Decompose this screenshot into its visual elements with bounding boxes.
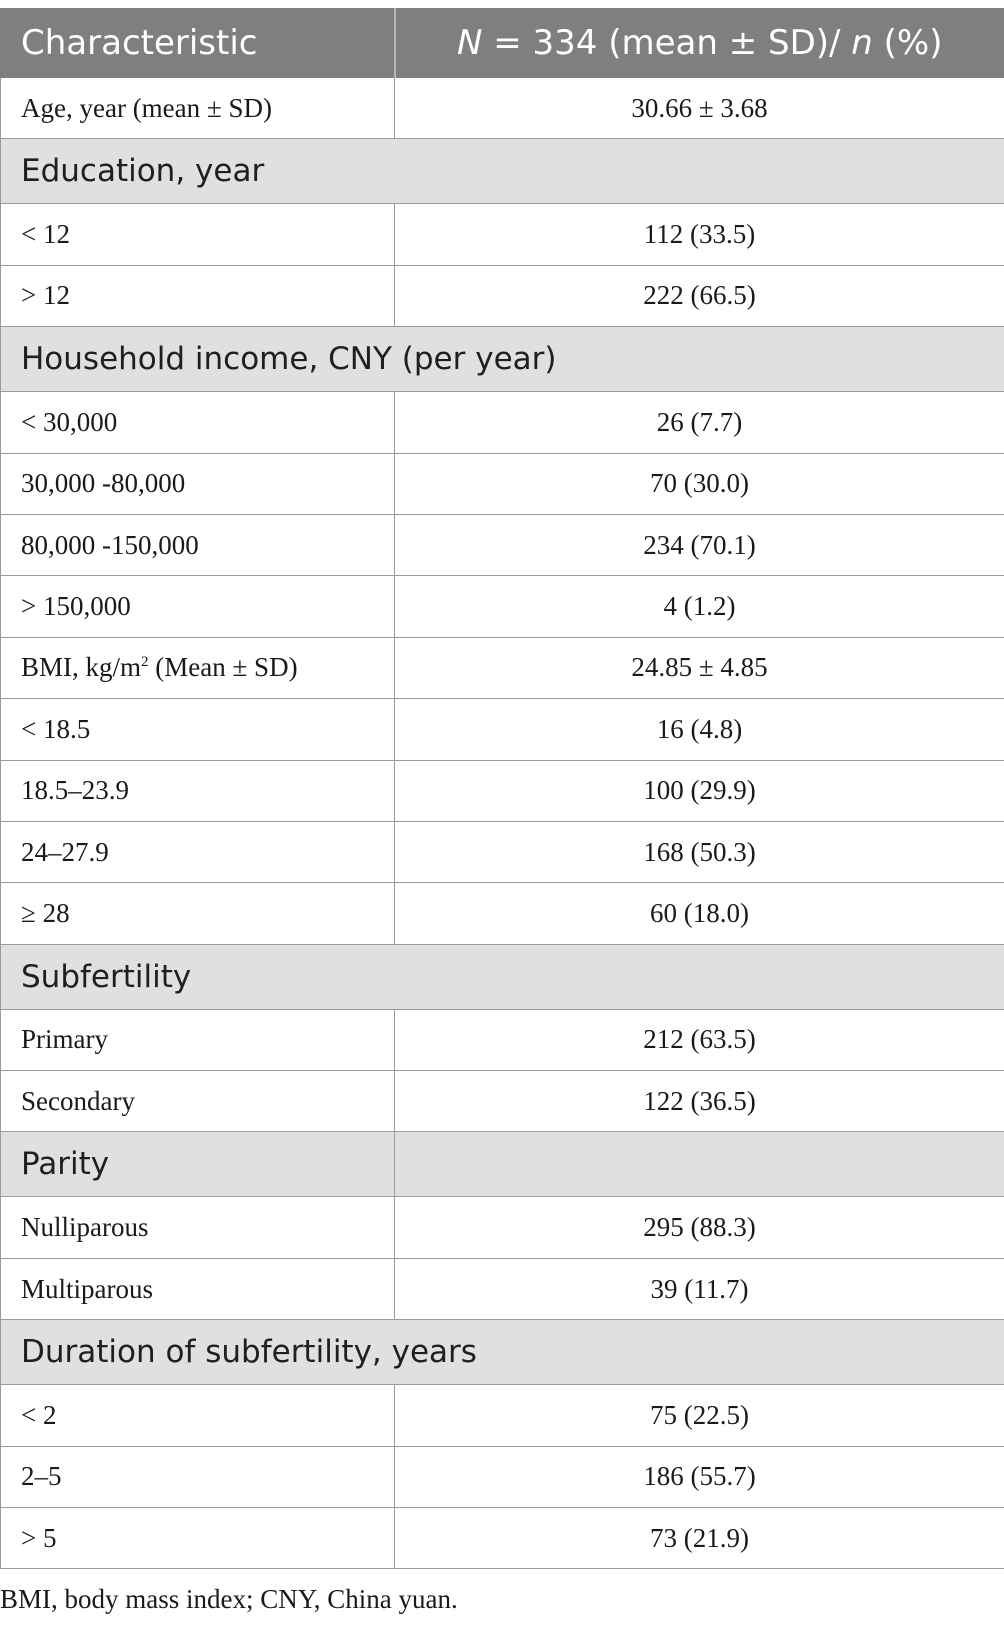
row-value: 186 (55.7): [395, 1446, 1004, 1507]
table-row: [1, 1508, 1004, 1569]
row-label: [1, 637, 395, 698]
section-row-income: [1, 327, 1004, 392]
row-label: > 5: [1, 1508, 395, 1569]
row-label: 18.5–23.9: [1, 760, 395, 821]
table-row: [1, 1009, 1004, 1070]
characteristics-table: [0, 8, 1004, 1569]
row-value: 212 (63.5): [395, 1009, 1004, 1070]
bmi-label-post: (Mean ± SD): [148, 652, 298, 683]
table-row: [1, 265, 1004, 326]
table-row: [1, 1258, 1004, 1319]
table-row: [1, 699, 1004, 760]
header-row: [1, 9, 1004, 78]
row-label: Multiparous: [1, 1258, 395, 1319]
table-row: [1, 392, 1004, 453]
section-blank-cell: [395, 1132, 1004, 1197]
row-label: < 2: [1, 1385, 395, 1446]
row-value: 70 (30.0): [395, 453, 1004, 514]
section-label: Household income, CNY (per year): [1, 327, 1004, 392]
row-label: 80,000 -150,000: [1, 514, 395, 575]
table-row: [1, 1197, 1004, 1258]
table-row: [1, 1446, 1004, 1507]
row-label: < 12: [1, 204, 395, 265]
row-value: 112 (33.5): [395, 204, 1004, 265]
row-label: > 150,000: [1, 576, 395, 637]
header-N: N: [456, 23, 483, 63]
row-label: ≥ 28: [1, 883, 395, 944]
header-mean-sd: = 334 (mean ± SD)/: [482, 23, 852, 63]
section-label: Parity: [1, 1132, 395, 1197]
row-label: Secondary: [1, 1071, 395, 1132]
row-value: 73 (21.9): [395, 1508, 1004, 1569]
section-row-duration: [1, 1320, 1004, 1385]
row-label: < 30,000: [1, 392, 395, 453]
row-value: 122 (36.5): [395, 1071, 1004, 1132]
section-label: Duration of subfertility, years: [1, 1320, 1004, 1385]
characteristics-table-container: [0, 8, 1004, 1569]
row-label: 2–5: [1, 1446, 395, 1507]
table-row: [1, 514, 1004, 575]
row-value: 26 (7.7): [395, 392, 1004, 453]
row-value: 222 (66.5): [395, 265, 1004, 326]
row-label: Age, year (mean ± SD): [1, 78, 395, 139]
row-label: 24–27.9: [1, 821, 395, 882]
table-footnote: BMI, body mass index; CNY, China yuan.: [0, 1584, 458, 1614]
row-label: Primary: [1, 1009, 395, 1070]
section-label: Subfertility: [1, 944, 1004, 1009]
section-row-parity: [1, 1132, 1004, 1197]
row-value: 295 (88.3): [395, 1197, 1004, 1258]
table-row: [1, 453, 1004, 514]
table-row: [1, 883, 1004, 944]
header-n: n: [851, 23, 873, 63]
row-value: 16 (4.8): [395, 699, 1004, 760]
bmi-label-sup: 2: [141, 654, 149, 671]
row-label: < 18.5: [1, 699, 395, 760]
row-value: 100 (29.9): [395, 760, 1004, 821]
section-row-education: [1, 139, 1004, 204]
table-row-bmi: [1, 637, 1004, 698]
bmi-label-pre: BMI, kg/m: [21, 652, 142, 683]
table-row: [1, 78, 1004, 139]
row-value: 4 (1.2): [395, 576, 1004, 637]
row-value: 168 (50.3): [395, 821, 1004, 882]
row-value: 24.85 ± 4.85: [395, 637, 1004, 698]
row-value: 75 (22.5): [395, 1385, 1004, 1446]
table-row: [1, 204, 1004, 265]
table-row: [1, 1385, 1004, 1446]
table-row: [1, 1071, 1004, 1132]
header-pct: (%): [872, 23, 943, 63]
table-row: [1, 760, 1004, 821]
row-value: 39 (11.7): [395, 1258, 1004, 1319]
row-label: 30,000 -80,000: [1, 453, 395, 514]
section-row-subfertility: [1, 944, 1004, 1009]
row-value: 60 (18.0): [395, 883, 1004, 944]
table-row: [1, 576, 1004, 637]
section-label: Education, year: [1, 139, 1004, 204]
header-characteristic: Characteristic: [1, 9, 395, 78]
row-label: > 12: [1, 265, 395, 326]
row-label: Nulliparous: [1, 1197, 395, 1258]
header-n-summary: [395, 9, 1004, 78]
table-row: [1, 821, 1004, 882]
row-value: 30.66 ± 3.68: [395, 78, 1004, 139]
row-value: 234 (70.1): [395, 514, 1004, 575]
